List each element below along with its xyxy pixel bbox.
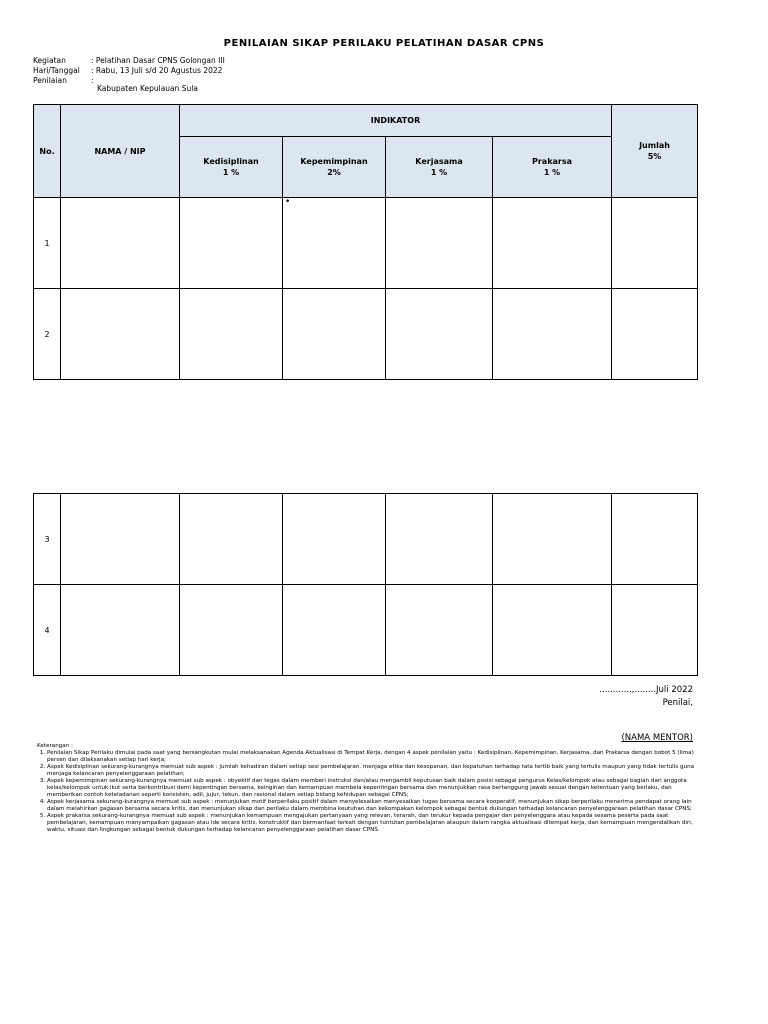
- note-item: 1. Penilaian Sikap Perilaku dimulai pada saat yang bersangkutan mulai melaksanakan Agenda Aktualisasi di Tempat Kerja, dengan 4 aspek penilaian yaitu : Kedisiplinan, Kepemimpinan, Kerjasama, dan Prakarsa dengan bobot 5 (lima) persen dan dilaksanakan setiap hari kerja;: [47, 750, 697, 764]
- header-kedisiplinan: Kedisiplinan 1 %: [180, 137, 283, 198]
- table-row: [34, 198, 698, 289]
- row-number: 2: [34, 289, 61, 380]
- hari-value: : Rabu, 13 Juli s/d 20 Agustus 2022: [91, 66, 223, 75]
- cell-nama[interactable]: [61, 198, 180, 289]
- note-item: 4. Aspek kerjasama sekurang-kurangnya memuat sub aspek : menunjukan motif berperilaku positif dalam menyelesaikan menyesaikan tugas bersama secara kooperatif, menunjukan sikap berperilaku menerima pendapat orang lain dalam melahirkan gagasan bersama secara kritis, dan menunjukan sikap dan perilaku dalam membina keutuhan dan kekompakan kelompok sebagai bentuk dukungan terhadap kelancaran penyelenggaraan pelatihan dasar CPNS;: [47, 799, 697, 813]
- kegiatan-value: : Pelatihan Dasar CPNS Golongan III: [91, 56, 225, 65]
- cell-kedisiplinan[interactable]: [180, 289, 283, 380]
- cell-kepemimpinan[interactable]: [283, 585, 386, 676]
- cell-prakarsa[interactable]: [493, 289, 612, 380]
- hari-label: Hari/Tanggal: [33, 66, 80, 75]
- info-hari: [33, 66, 225, 76]
- assessment-table-1: [33, 104, 698, 380]
- header-no: No.: [34, 105, 61, 198]
- header-kepemimpinan: Kepemimpinan 2%: [283, 137, 386, 198]
- cell-jumlah[interactable]: [612, 494, 698, 585]
- table-row: [34, 585, 698, 676]
- header-indikator: INDIKATOR: [180, 105, 612, 137]
- mentor-signature: [560, 733, 693, 743]
- cell-prakarsa[interactable]: [493, 494, 612, 585]
- notes-section: [37, 743, 697, 834]
- header-nama-nip: NAMA / NIP: [61, 105, 180, 198]
- cell-prakarsa[interactable]: [493, 585, 612, 676]
- cell-jumlah[interactable]: [612, 198, 698, 289]
- cell-jumlah[interactable]: [612, 289, 698, 380]
- penilai-label: Penilai,: [662, 698, 693, 708]
- header-kerjasama: Kerjasama 1 %: [386, 137, 493, 198]
- note-item: 3. Aspek kepemimpinan sekurang-kurangnya memuat sub aspek : obyektif dan tegas dalam memberi instruksi dan/atau mengambil keputusan baik dalam posisi sebagai pengurus Kelas/kelompok atau sebagai bagian dari anggota kelas/kelompok untuk ikut serta berkontribusi demi kepentingan bersama, keinginan dan kemampuan membela kepentingan bersama dan menunjukkan rasa bertanggung jawab sesuai dengan ketentuan yang berlaku, dan memberikan contoh keteladanan seperti konsisten, adil, jujur, tekun, dan rasional dalam setiap bidang kehidupan sebagai CPNS;: [47, 778, 697, 799]
- cell-kedisiplinan[interactable]: [180, 585, 283, 676]
- cell-kepemimpinan[interactable]: [283, 289, 386, 380]
- kegiatan-label: Kegiatan: [33, 56, 66, 65]
- info-kegiatan: [33, 56, 225, 66]
- kabupaten-text: Kabupaten Kepulauan Sula: [97, 84, 198, 93]
- note-item: 5. Aspek prakarsa sekurang-kurangnya memuat sub aspek : menunjukan kemampuan mengajukan pertanyaan yang relevan, terarah, dan terukur kepada pengajar dan penyelenggara atau kepada sesama peserta pada saat pembelajaran, kemampuan manyampaikan gagasan atau ide secara kritis, konstruktif dan bermanfaat terkait dengan tuntutan pembelajaran ataupun dalam rangka aktualisasi ditempat kerja, dan kemampuan mengendalikan diri, waktu, situasi dan lingkungan sebagai bentuk dukungan terhadap kelancaran penyelenggaraan pelatihan dasar CPNS.: [47, 813, 697, 834]
- cell-kerjasama[interactable]: [386, 289, 493, 380]
- cell-kerjasama[interactable]: [386, 585, 493, 676]
- header-jumlah: Jumlah 5%: [612, 105, 698, 198]
- header-prakarsa: Prakarsa 1 %: [493, 137, 612, 198]
- notes-heading: Keterangan :: [37, 743, 73, 749]
- notes-list: [37, 750, 697, 834]
- cell-kepemimpinan[interactable]: [283, 198, 386, 289]
- row-number: 4: [34, 585, 61, 676]
- table-row: [34, 494, 698, 585]
- cell-nama[interactable]: [61, 494, 180, 585]
- page-title: PENILAIAN SIKAP PERILAKU PELATIHAN DASAR CPNS: [223, 38, 545, 49]
- bullet-mark: •: [285, 197, 291, 207]
- cell-nama[interactable]: [61, 585, 180, 676]
- info-block: [33, 56, 225, 86]
- date-line: ............,........Juli 2022: [599, 685, 693, 695]
- assessment-table-2: [33, 493, 698, 676]
- cell-kedisiplinan[interactable]: [180, 494, 283, 585]
- cell-jumlah[interactable]: [612, 585, 698, 676]
- cell-nama[interactable]: [61, 289, 180, 380]
- penilaian-value: :: [91, 76, 94, 85]
- cell-kepemimpinan[interactable]: [283, 494, 386, 585]
- cell-kerjasama[interactable]: [386, 494, 493, 585]
- penilaian-label: Penilaian: [33, 76, 67, 85]
- cell-kedisiplinan[interactable]: [180, 198, 283, 289]
- mentor-name: (NAMA MENTOR): [621, 733, 693, 743]
- cell-prakarsa[interactable]: [493, 198, 612, 289]
- table-row: [34, 289, 698, 380]
- note-item: 2. Aspek Kedisiplinan sekurang-kurangnya memuat sub aspek : jumlah kehadiran dalam setiap sesi pembelajaran, menjaga etika dan kesopanan, dan kepatuhan terhadap tata tertib baik yang tertulis maupun yang tidak tertulis guna menjaga kelancaran penyelenggaraan pelatihan;: [47, 764, 697, 778]
- row-number: 3: [34, 494, 61, 585]
- row-number: 1: [34, 198, 61, 289]
- cell-kerjasama[interactable]: [386, 198, 493, 289]
